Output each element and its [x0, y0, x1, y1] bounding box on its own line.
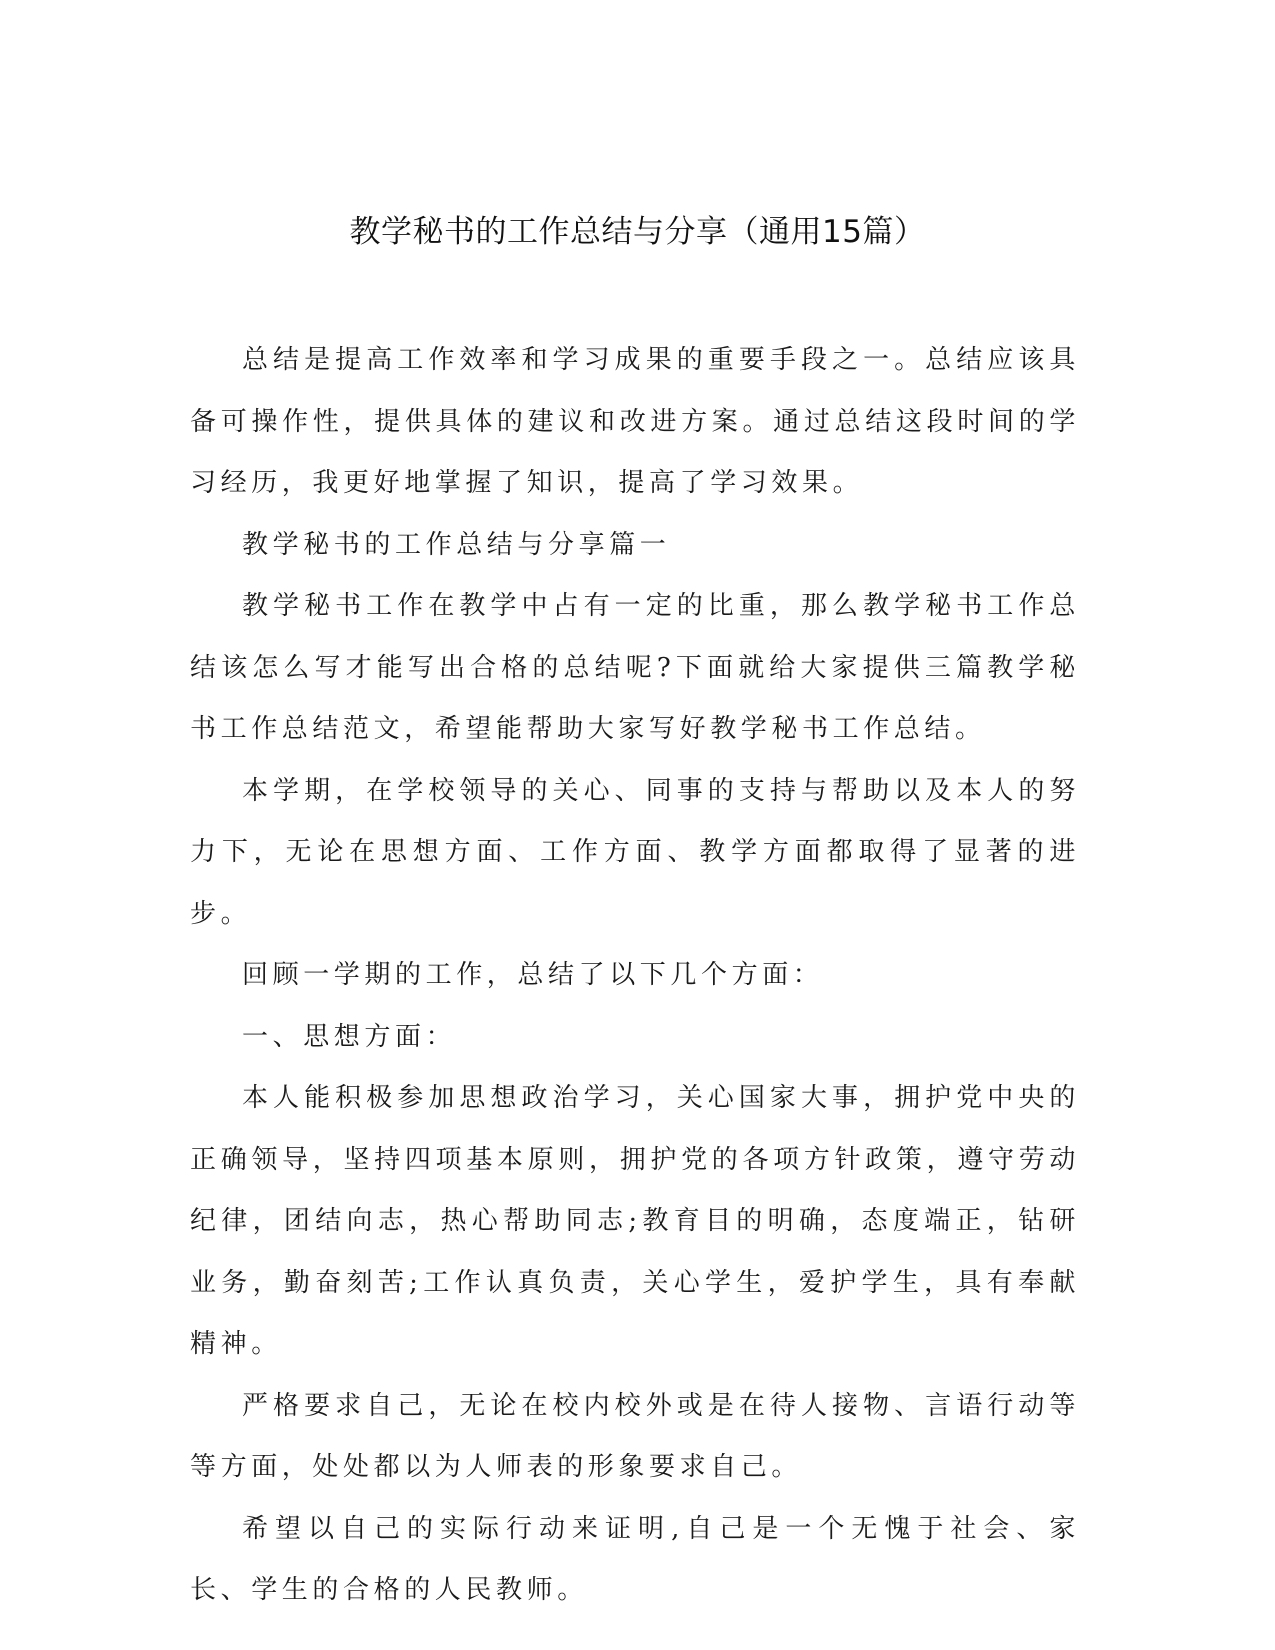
- paragraph-subheading-thought: 一、思想方面：: [242, 1021, 457, 1052]
- paragraph-self-discipline: 严格要求自己，无论在校内校外或是在待人接物、言语行动等等方面，处处都以为人师表的形象要求自己。: [190, 1390, 1080, 1482]
- document-body: [190, 330, 1080, 1622]
- paragraph-review: 回顾一学期的工作，总结了以下几个方面：: [242, 960, 824, 990]
- paragraph-overview: 教学秘书工作在教学中占有一定的比重，那么教学秘书工作总结该怎么写才能写出合格的总结呢?下面就给大家提供三篇教学秘书工作总结范文，希望能帮助大家写好教学秘书工作总结。: [190, 591, 1080, 744]
- paragraph-thought-detail: 本人能积极参加思想政治学习，关心国家大事，拥护党中央的正确领导，坚持四项基本原则，拥护党的各项方针政策，遵守劳动纪律，团结向志，热心帮助同志;教育目的明确，态度端正，钻研业务，勤奋刻苦;工作认真负责，关心学生，爱护学生，具有奉献精神。: [190, 1083, 1080, 1359]
- paragraph-semester: 本学期，在学校领导的关心、同事的支持与帮助以及本人的努力下，无论在思想方面、工作方面、教学方面都取得了显著的进步。: [190, 775, 1080, 929]
- paragraph-hope: 希望以自己的实际行动来证明,自己是一个无愧于社会、家长、学生的合格的人民教师。: [190, 1513, 1080, 1605]
- document-title: 教学秘书的工作总结与分享（通用15篇）: [349, 214, 926, 250]
- paragraph-intro: 总结是提高工作效率和学习成果的重要手段之一。总结应该具备可操作性，提供具体的建议和改进方案。通过总结这段时间的学习经历，我更好地掌握了知识，提高了学习效果。: [190, 345, 1080, 498]
- paragraph-section-heading: 教学秘书的工作总结与分享篇一: [242, 529, 671, 560]
